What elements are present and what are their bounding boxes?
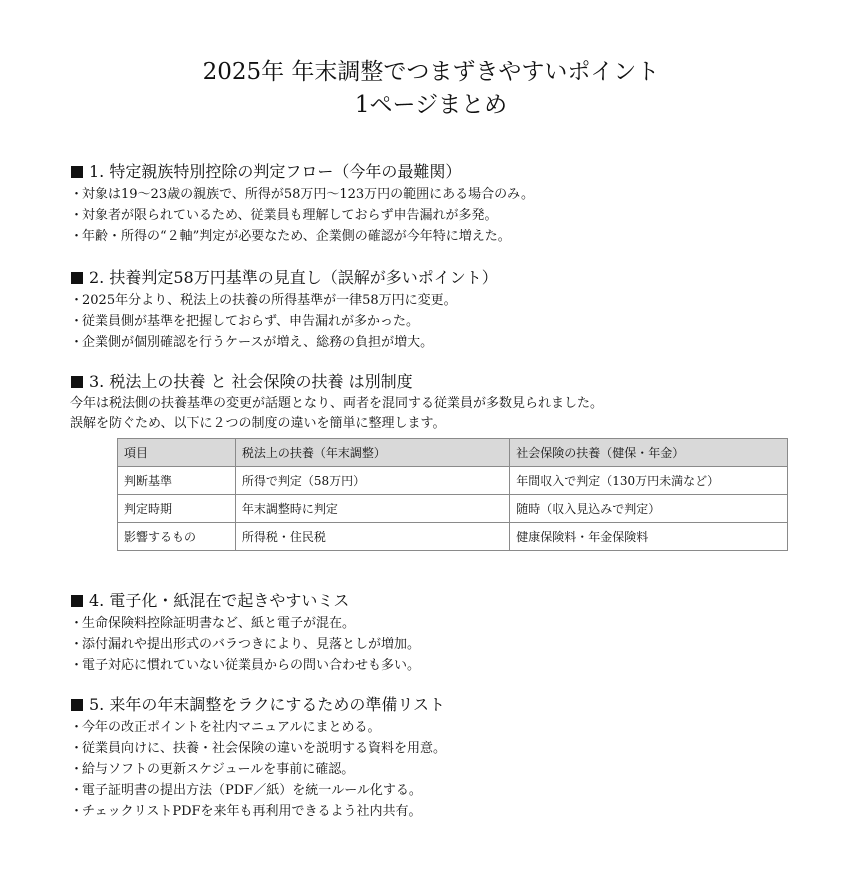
bullet-icon: ・ <box>70 208 84 223</box>
table-cell: 所得税・住民税 <box>235 523 509 551</box>
section-5-heading <box>70 693 810 717</box>
table-cell: 年間収入で判定（130万円未満など） <box>510 467 788 495</box>
table-cell: 所得で判定（58万円） <box>235 467 509 495</box>
section-2 <box>70 266 810 353</box>
list-item: ・従業員向けに、扶養・社会保険の違いを説明する資料を用意。 <box>70 738 810 759</box>
list-item: ・電子証明書の提出方法（PDF／紙）を統一ルール化する。 <box>70 780 810 801</box>
table-cell: 影響するもの <box>118 523 236 551</box>
table-cell: 年末調整時に判定 <box>235 495 509 523</box>
bullet-icon: ・ <box>70 637 84 652</box>
section-3-heading <box>70 370 810 394</box>
section-4-heading-text: 4. 電子化・紙混在で起きやすいミス <box>89 591 350 610</box>
section-3 <box>70 370 810 434</box>
list-item: ・チェックリストPDFを来年も再利用できるよう社内共有。 <box>70 801 810 822</box>
table-cell: 健康保険料・年金保険料 <box>510 523 788 551</box>
table-header-row <box>118 439 788 467</box>
list-item: ・添付漏れや提出形式のバラつきにより、見落としが増加。 <box>70 634 810 655</box>
section-2-heading-text: 2. 扶養判定58万円基準の見直し（誤解が多いポイント） <box>89 268 498 287</box>
bullet-icon: ・ <box>70 783 84 798</box>
black-square-icon <box>71 166 83 178</box>
black-square-icon <box>71 595 83 607</box>
section-1-heading-text: 1. 特定親族特別控除の判定フロー（今年の最難関） <box>89 162 462 181</box>
table-row <box>118 467 788 495</box>
list-item: ・対象者が限られているため、従業員も理解しておらず申告漏れが多発。 <box>70 205 810 226</box>
black-square-icon <box>71 699 83 711</box>
list-item: ・企業側が個別確認を行うケースが増え、総務の負担が増大。 <box>70 332 810 353</box>
table-row <box>118 523 788 551</box>
page-title-line-1: 2025年 年末調整でつまずきやすいポイント <box>202 59 660 85</box>
bullet-icon: ・ <box>70 229 84 244</box>
section-3-intro-line-2: 誤解を防ぐため、以下に２つの制度の違いを簡単に整理します。 <box>70 416 446 431</box>
table-row <box>118 495 788 523</box>
comparison-table <box>117 438 788 551</box>
bullet-icon: ・ <box>70 314 84 329</box>
table-header-cell: 税法上の扶養（年末調整） <box>235 439 509 467</box>
list-item: ・対象は19〜23歳の親族で、所得が58万円〜123万円の範囲にある場合のみ。 <box>70 184 810 205</box>
list-item: ・従業員側が基準を把握しておらず、申告漏れが多かった。 <box>70 311 810 332</box>
bullet-icon: ・ <box>70 658 84 673</box>
table-cell: 判定時期 <box>118 495 236 523</box>
bullet-icon: ・ <box>70 616 84 631</box>
page-title-line-2: 1ページまとめ <box>354 92 508 118</box>
bullet-icon: ・ <box>70 720 84 735</box>
bullet-icon: ・ <box>70 741 84 756</box>
bullet-icon: ・ <box>70 293 84 308</box>
table-cell: 判断基準 <box>118 467 236 495</box>
section-1 <box>70 160 810 247</box>
table-header-cell: 項目 <box>118 439 236 467</box>
section-1-heading <box>70 160 810 184</box>
section-5 <box>70 693 810 822</box>
bullet-icon: ・ <box>70 804 84 819</box>
section-4 <box>70 589 810 676</box>
black-square-icon <box>71 272 83 284</box>
table-cell: 随時（収入見込みで判定） <box>510 495 788 523</box>
black-square-icon <box>71 376 83 388</box>
section-3-intro-line-1: 今年は税法側の扶養基準の変更が話題となり、両者を混同する従業員が多数見られました。 <box>70 396 604 411</box>
list-item: ・電子対応に慣れていない従業員からの問い合わせも多い。 <box>70 655 810 676</box>
list-item: ・今年の改正ポイントを社内マニュアルにまとめる。 <box>70 717 810 738</box>
list-item: ・給与ソフトの更新スケジュールを事前に確認。 <box>70 759 810 780</box>
bullet-icon: ・ <box>70 335 84 350</box>
section-3-heading-text: 3. 税法上の扶養 と 社会保険の扶養 は別制度 <box>89 372 413 391</box>
bullet-icon: ・ <box>70 762 84 777</box>
list-item: ・生命保険料控除証明書など、紙と電子が混在。 <box>70 613 810 634</box>
section-5-heading-text: 5. 来年の年末調整をラクにするための準備リスト <box>89 695 446 714</box>
list-item: ・年齢・所得の“２軸”判定が必要なため、企業側の確認が今年特に増えた。 <box>70 226 810 247</box>
bullet-icon: ・ <box>70 187 84 202</box>
table-header-cell: 社会保険の扶養（健保・年金） <box>510 439 788 467</box>
list-item: ・2025年分より、税法上の扶養の所得基準が一律58万円に変更。 <box>70 290 810 311</box>
section-2-heading <box>70 266 810 290</box>
section-4-heading <box>70 589 810 613</box>
